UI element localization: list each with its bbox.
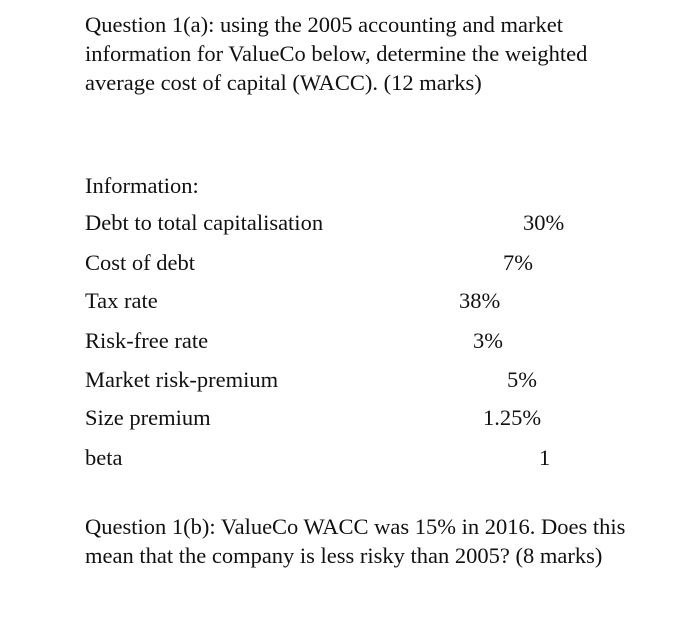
info-row-beta bbox=[85, 443, 605, 472]
info-row-market-risk-premium bbox=[85, 365, 605, 394]
information-heading: Information: bbox=[85, 173, 199, 198]
info-value: 30% bbox=[523, 210, 565, 235]
info-label: Cost of debt bbox=[85, 250, 195, 275]
info-row-debt-to-capitalisation bbox=[85, 208, 605, 237]
info-label: Market risk-premium bbox=[85, 367, 279, 392]
info-label: Debt to total capitalisation bbox=[85, 210, 324, 235]
info-value: 7% bbox=[503, 250, 533, 275]
question-1a-text: Question 1(a): using the 2005 accounting and market information for ValueCo below, determine the weighted average cost of capital (WACC). (12 marks) bbox=[85, 12, 588, 95]
info-row-cost-of-debt bbox=[85, 248, 605, 277]
info-label: Risk-free rate bbox=[85, 328, 209, 353]
info-label: Tax rate bbox=[85, 288, 158, 313]
info-value: 38% bbox=[459, 288, 501, 313]
info-label: Size premium bbox=[85, 405, 211, 430]
info-value: 1 bbox=[539, 445, 551, 470]
info-row-size-premium bbox=[85, 403, 605, 432]
info-value: 3% bbox=[473, 328, 503, 353]
info-row-tax-rate bbox=[85, 286, 605, 315]
info-value: 5% bbox=[507, 367, 537, 392]
info-value: 1.25% bbox=[483, 405, 542, 430]
info-row-risk-free-rate bbox=[85, 326, 605, 355]
info-label: beta bbox=[85, 445, 123, 470]
question-1b-text: Question 1(b): ValueCo WACC was 15% in 2016. Does this mean that the company is less risky than 2005? (8 marks) bbox=[85, 514, 626, 568]
